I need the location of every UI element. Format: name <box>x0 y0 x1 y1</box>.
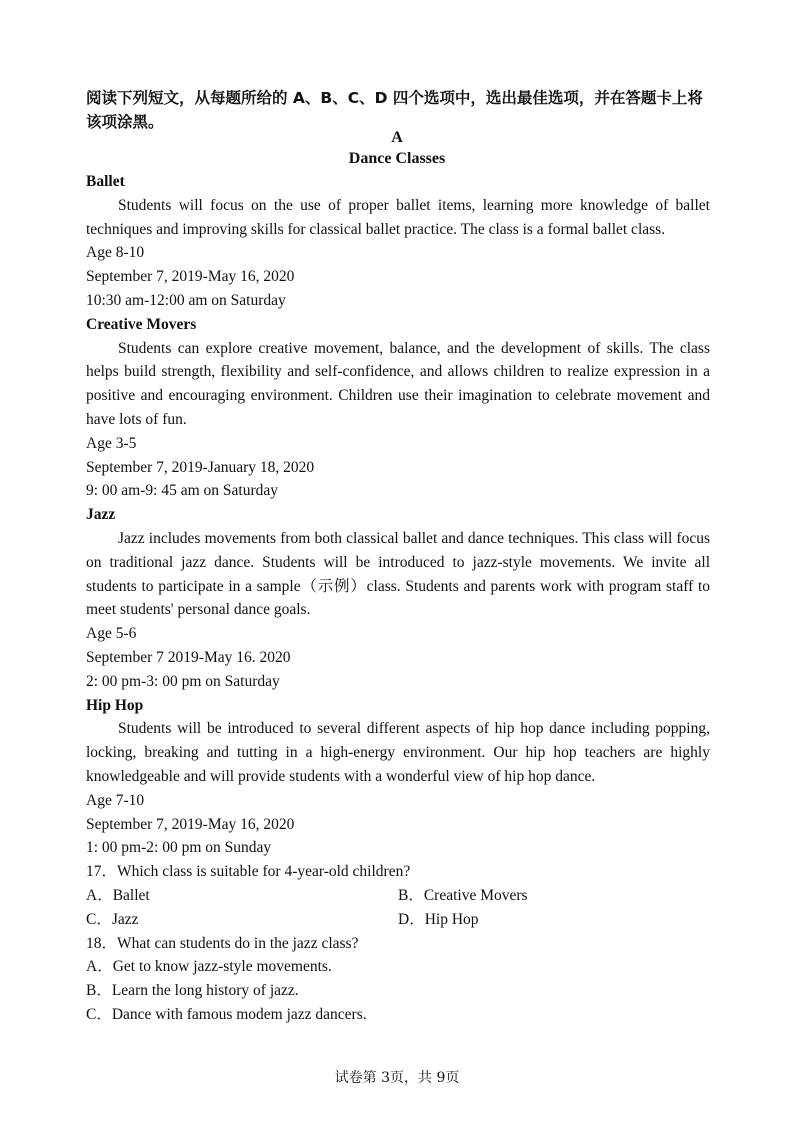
option-row <box>86 908 710 932</box>
section-letter: A <box>391 129 403 146</box>
class-section-hip-hop <box>86 694 710 861</box>
class-name: Creative Movers <box>86 315 197 333</box>
question-stem: 17．Which class is suitable for 4-year-old children? <box>86 863 411 881</box>
class-time: 10:30 am-12:00 am on Saturday <box>86 291 286 309</box>
option-row <box>86 884 710 908</box>
class-dates: September 7 2019-May 16. 2020 <box>86 648 291 666</box>
instruction-text: 阅读下列短文，从每题所给的 A、B、C、D 四个选项中，选出最佳选项，并在答题卡上将该项涂黑。 <box>86 89 703 131</box>
class-description: Jazz includes movements from both classical ballet and dance techniques. This class will focus on traditional jazz dance. Students will be introduced to jazz-style movements. We invite all students to participate in a sample（示例）class. Students and parents work with program staff to meet students' personal dance goals. <box>86 529 710 619</box>
question-18 <box>86 932 710 1027</box>
class-age: Age 8-10 <box>86 244 145 262</box>
option-b: B．Creative Movers <box>398 886 528 904</box>
passage-body <box>86 170 710 1027</box>
question-17 <box>86 860 710 931</box>
passage-title: Dance Classes <box>348 150 446 167</box>
class-age: Age 3-5 <box>86 434 137 452</box>
class-dates: September 7, 2019-May 16, 2020 <box>86 815 295 833</box>
class-description: Students can explore creative movement, balance, and the development of skills. The class helps build strength, flexibility and self-confidence, and allows children to realize expression in a positive and encouraging environment. Children use their imagination to celebrate movement and have lots of fun. <box>86 339 710 428</box>
class-age: Age 5-6 <box>86 625 137 643</box>
option-a: A．Ballet <box>86 886 150 904</box>
question-stem: 18．What can students do in the jazz class? <box>86 934 359 952</box>
class-description: Students will focus on the use of proper ballet items, learning more knowledge of ballet techniques and improving skills for classical ballet practice. The class is a formal ballet class. <box>86 196 710 238</box>
option-c: C．Jazz <box>86 910 139 928</box>
option-b: B．Learn the long history of jazz. <box>86 982 299 1000</box>
class-name: Ballet <box>86 173 125 190</box>
class-time: 2: 00 pm-3: 00 pm on Saturday <box>86 672 280 690</box>
class-section-jazz <box>86 503 710 693</box>
option-a: A．Get to know jazz-style movements. <box>86 958 332 976</box>
class-name: Hip Hop <box>86 696 144 714</box>
class-name: Jazz <box>86 506 116 524</box>
class-section-creative-movers <box>86 313 710 503</box>
class-section-ballet <box>86 170 710 313</box>
class-dates: September 7, 2019-May 16, 2020 <box>86 268 295 286</box>
class-age: Age 7-10 <box>86 791 145 809</box>
option-c: C．Dance with famous modem jazz dancers. <box>86 1005 367 1023</box>
option-d: D．Hip Hop <box>398 910 479 928</box>
class-dates: September 7, 2019-January 18, 2020 <box>86 458 315 476</box>
page-footer: 试卷第 3页，共 9页 <box>334 1070 460 1086</box>
class-description: Students will be introduced to several different aspects of hip hop dance including popping, locking, breaking and tutting in a high-energy environment. Our hip hop teachers are highly knowledgeable and will provide students with a wonderful view of hip hop dance. <box>86 720 710 785</box>
class-time: 9: 00 am-9: 45 am on Saturday <box>86 482 278 500</box>
class-time: 1: 00 pm-2: 00 pm on Sunday <box>86 839 272 857</box>
